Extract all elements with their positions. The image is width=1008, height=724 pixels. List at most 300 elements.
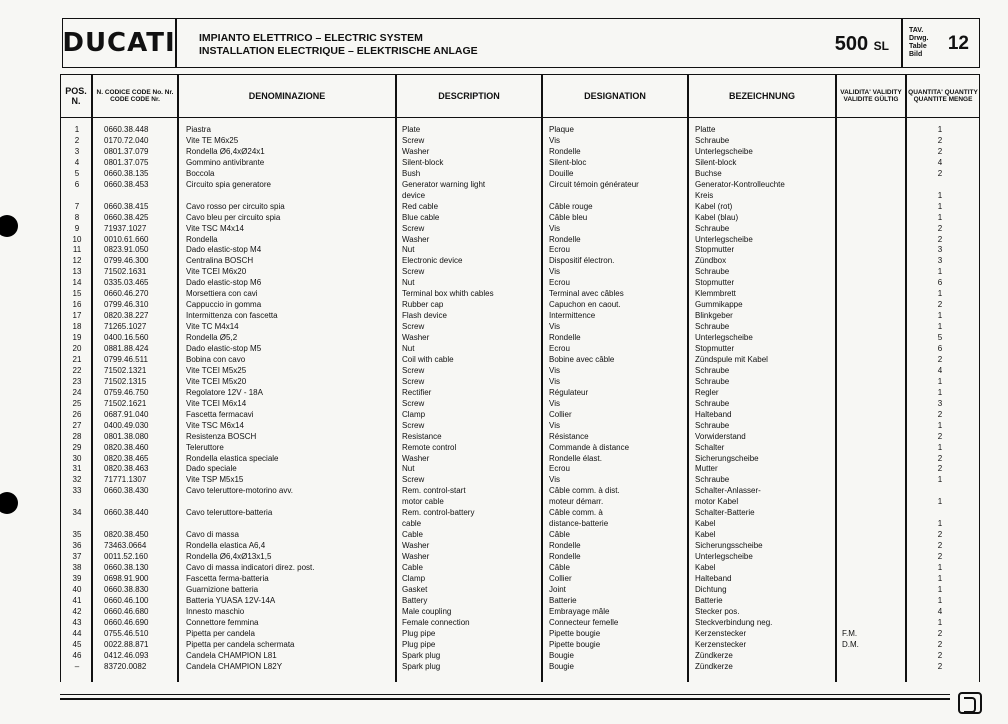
cell-desc: Rem. control-start	[402, 486, 466, 496]
cell-bez: Sicherungscheibe	[695, 453, 759, 463]
cell-pos: 11	[72, 245, 82, 255]
cell-den: Cavo bleu per circuito spia	[186, 212, 281, 222]
cell-pos: 4	[74, 157, 80, 167]
cell-den: Cavo teleruttore-batteria	[186, 508, 273, 518]
cell-pos: 35	[72, 530, 82, 540]
cell-pos: 16	[72, 300, 82, 310]
cell-bez: Zündbox	[695, 256, 727, 266]
cell-code: 0170.72.040	[104, 135, 149, 145]
cell-den: Piastra	[186, 125, 211, 134]
cell-qty: 2	[937, 146, 943, 156]
cell-bez: Vorwiderstand	[695, 431, 746, 441]
col-header-denominazione	[178, 74, 396, 118]
cell-bez: Stopmutter	[695, 278, 735, 288]
cell-pos: 32	[72, 475, 82, 485]
cell-code: 0799.46.310	[104, 300, 149, 310]
cell-code: 83720.0082	[104, 661, 147, 671]
cell-desc: Screw	[402, 322, 425, 332]
cell-code: 0799.46.300	[104, 256, 149, 266]
cell-code: 0755.46.510	[104, 628, 149, 638]
cell-code: 0660.38.440	[104, 508, 149, 518]
cell-desc: Plate	[402, 125, 421, 134]
cell-desig: Vis	[549, 223, 560, 233]
cell-bez: Platte	[695, 125, 716, 134]
cell-bez: Zündkerze	[695, 650, 733, 660]
cell-desig: Câble	[549, 563, 570, 572]
cell-desig: Vis	[549, 135, 560, 145]
cell-pos: 28	[72, 431, 82, 441]
cell-pos: 12	[72, 256, 82, 266]
cell-code: 0010.61.660	[104, 234, 149, 244]
cell-code: 0011.52.160	[104, 552, 148, 562]
cell-desc: Screw	[402, 420, 425, 430]
cell-den: Cavo rosso per circuito spia	[186, 201, 285, 211]
cell-den: Centralina BOSCH	[186, 256, 254, 266]
cell-den: Cavo teleruttore-motorino avv.	[186, 486, 294, 496]
cell-pos: 23	[72, 376, 82, 386]
cell-desig: Intermittence	[549, 311, 596, 321]
cell-qty: 2	[937, 168, 943, 178]
cell-desc: Plug pipe	[402, 628, 436, 638]
cell-desc: Screw	[402, 398, 425, 408]
table-row	[0, 496, 1008, 507]
cell-bez: Schraube	[695, 398, 730, 408]
cell-desc: Screw	[402, 376, 425, 386]
col-header-bezeichnung	[688, 74, 836, 118]
cell-qty: 1	[937, 125, 943, 134]
cell-desc: Washer	[402, 333, 430, 343]
cell-bez: Stopmutter	[695, 344, 735, 353]
cell-code: 0881.88.424	[104, 344, 149, 353]
cell-den: Circuito spia generatore	[186, 179, 271, 189]
cell-desig: Rondelle	[549, 541, 581, 551]
cell-desig: Bougie	[549, 650, 574, 660]
tav-label-2: Drwg.	[909, 35, 929, 42]
cell-desc: Gasket	[402, 584, 428, 594]
cell-desig: Collier	[549, 573, 572, 583]
cell-desig: Régulateur	[549, 387, 589, 397]
table-row	[0, 485, 1008, 496]
cell-desc: motor cable	[402, 497, 444, 507]
cell-desc: Red cable	[402, 201, 439, 211]
cell-bez: Schalter-Batterie	[695, 508, 755, 518]
table-row	[0, 562, 1008, 573]
cell-pos: 34	[72, 508, 82, 518]
cell-desig: Rondelle	[549, 333, 581, 343]
table-row	[0, 628, 1008, 639]
col-header-description	[396, 74, 542, 118]
cell-bez: Halteband	[695, 573, 732, 583]
cell-code: 0801.38.080	[104, 431, 149, 441]
table-row	[0, 299, 1008, 310]
table-row	[0, 332, 1008, 343]
cell-bez: Unterlegscheibe	[695, 552, 753, 562]
cell-desig: Câble	[549, 530, 570, 540]
cell-bez: Stecker pos.	[695, 606, 740, 616]
cell-desc: Washer	[402, 541, 430, 551]
cell-desc: Rectifier	[402, 387, 432, 397]
cell-pos: 40	[72, 584, 82, 594]
cell-desig: Rondelle élast.	[549, 453, 602, 463]
tav-label-1: TAV.	[909, 27, 924, 34]
cell-pos: 31	[72, 464, 82, 474]
cell-den: Regolatore 12V - 18A	[186, 387, 263, 397]
cell-qty: 6	[937, 344, 943, 353]
cell-qty: 1	[937, 387, 943, 397]
cell-desc: Washer	[402, 552, 430, 562]
cell-desig: Ecrou	[549, 464, 570, 474]
table-row	[0, 617, 1008, 628]
cell-desig: Câble bleu	[549, 212, 588, 222]
cell-desig: Circuit témoin générateur	[549, 179, 639, 189]
cell-desc: Screw	[402, 267, 425, 277]
cell-qty: 2	[937, 453, 943, 463]
cell-den: Boccola	[186, 168, 215, 178]
cell-pos: 6	[74, 179, 80, 189]
cell-desig: Plaque	[549, 125, 574, 134]
cell-bez: Unterlegscheibe	[695, 146, 753, 156]
tav-label-4: Bild	[909, 51, 923, 58]
cell-qty: 1	[937, 267, 943, 277]
cell-desig: Rondelle	[549, 234, 581, 244]
cell-qty: 2	[937, 135, 943, 145]
cell-desc: Screw	[402, 365, 425, 375]
cell-desc: Generator warning light	[402, 179, 486, 189]
table-row	[0, 321, 1008, 332]
cell-desig: Ecrou	[549, 344, 570, 353]
col-qty-label: QUANTITA' QUANTITY QUANTITE MENGE	[908, 89, 978, 103]
cell-desc: cable	[402, 519, 422, 529]
cell-desc: Plug pipe	[402, 639, 436, 649]
bottom-rule-2	[60, 698, 950, 700]
cell-code: 0660.38.453	[104, 179, 149, 189]
cell-qty: 1	[937, 442, 943, 452]
cell-desig: Résistance	[549, 431, 589, 441]
cell-den: Rondella Ø6,4xØ24x1	[186, 146, 265, 156]
col-bez-label: BEZEICHNUNG	[728, 91, 795, 101]
col-header-quantity	[906, 74, 980, 118]
cell-qty: 1	[937, 563, 943, 572]
cell-code: 71937.1027	[104, 223, 147, 233]
cell-code: 0660.38.135	[104, 168, 149, 178]
cell-desig: Pipette bougie	[549, 639, 601, 649]
cell-bez: Halteband	[695, 409, 732, 419]
cell-qty: 2	[937, 552, 943, 562]
cell-bez: Silent-block	[695, 157, 737, 167]
cell-desig: Capuchon en caout.	[549, 300, 621, 310]
cell-qty: 3	[937, 256, 943, 266]
model-main: 500	[834, 33, 869, 55]
cell-den: Dado elastic-stop M6	[186, 278, 262, 288]
cell-qty: 1	[937, 573, 943, 583]
cell-code: 0820.38.460	[104, 442, 149, 452]
cell-desc: Screw	[402, 223, 425, 233]
cell-desc: Terminal box whith cables	[402, 289, 494, 299]
cell-qty: 3	[937, 245, 943, 255]
cell-den: Vite TCEI M5x25	[186, 365, 247, 375]
cell-code: 0820.38.463	[104, 464, 149, 474]
col-val-label: VALIDITA' VALIDITY VALIDITE GÜLTIG	[840, 89, 902, 103]
cell-desc: Screw	[402, 475, 425, 485]
cell-qty: 3	[937, 398, 943, 408]
cell-bez: Gummikappe	[695, 300, 743, 310]
cell-pos: 22	[72, 365, 82, 375]
cell-code: 0660.38.415	[104, 201, 149, 211]
cell-den: Batteria YUASA 12V-14A	[186, 595, 276, 605]
cell-den: Fascetta ferma-batteria	[186, 573, 269, 583]
cell-desig: Vis	[549, 267, 560, 277]
table-row	[0, 146, 1008, 157]
cell-code: 0022.88.871	[104, 639, 149, 649]
cell-desc: Clamp	[402, 573, 426, 583]
cell-pos: 42	[72, 606, 82, 616]
table-row	[0, 639, 1008, 650]
cell-desc: device	[402, 190, 426, 200]
table-row	[0, 529, 1008, 540]
cell-desc: Silent-block	[402, 157, 444, 167]
cell-desc: Screw	[402, 135, 425, 145]
cell-desc: Flash device	[402, 311, 447, 321]
cell-bez: Unterlegscheibe	[695, 234, 753, 244]
cell-code: 0823.91.050	[104, 245, 149, 255]
cell-den: Vite TCEI M5x20	[186, 376, 247, 386]
cell-qty: 1	[937, 617, 943, 627]
table-row	[0, 387, 1008, 398]
cell-qty: 2	[937, 628, 943, 638]
cell-qty: 2	[937, 234, 943, 244]
title-fr-de: INSTALLATION ELECTRIQUE – ELEKTRISCHE ANLAGE	[199, 45, 478, 57]
cell-den: Dado speciale	[186, 464, 237, 474]
cell-den: Dado elastic-stop M5	[186, 344, 262, 353]
cell-desc: Female connection	[402, 617, 470, 627]
cell-bez: Schraube	[695, 475, 730, 485]
table-row	[0, 431, 1008, 442]
cell-code: 0820.38.227	[104, 311, 149, 321]
cell-den: Pipetta per candela schermata	[186, 639, 295, 649]
cell-den: Teleruttore	[186, 442, 224, 452]
cell-den: Fascetta fermacavi	[186, 409, 254, 419]
cell-den: Intermittenza con fascetta	[186, 311, 278, 321]
cell-desig: Vis	[549, 376, 560, 386]
cell-qty: 1	[937, 289, 943, 299]
cell-pos: 38	[72, 563, 82, 572]
col-header-pos	[60, 74, 92, 118]
cell-den: Rondella	[186, 234, 218, 244]
cell-pos: 2	[74, 135, 80, 145]
col-header-code	[92, 74, 178, 118]
cell-desig: Câble comm. à	[549, 508, 603, 518]
table-row	[0, 179, 1008, 190]
cell-desc: Rubber cap	[402, 300, 444, 310]
cell-desig: Bougie	[549, 661, 574, 671]
cell-desig: Terminal avec câbles	[549, 289, 624, 299]
cell-code: 0660.46.680	[104, 606, 149, 616]
cell-desc: Clamp	[402, 409, 426, 419]
cell-bez: Unterlegscheibe	[695, 333, 753, 343]
bottom-rule-1	[60, 694, 950, 695]
cell-den: Rondella Ø5,2	[186, 333, 238, 343]
cell-den: Vite TE M6x25	[186, 135, 239, 145]
cell-qty: 2	[937, 300, 943, 310]
col-den-label: DENOMINAZIONE	[248, 91, 326, 101]
table-row	[0, 255, 1008, 266]
cell-den: Innesto maschio	[186, 606, 245, 616]
cell-den: Vite TSP M5x15	[186, 475, 244, 485]
cell-desig: Vis	[549, 365, 560, 375]
cell-code: 73463.0664	[104, 541, 147, 551]
cell-code: 71502.1321	[104, 365, 147, 375]
col-desig-label: DESIGNATION	[584, 91, 646, 101]
cell-code: 0698.91.900	[104, 573, 149, 583]
cell-pos: 7	[74, 201, 80, 211]
table-row	[0, 540, 1008, 551]
cell-qty: 1	[937, 190, 943, 200]
cell-pos: 45	[72, 639, 82, 649]
cell-den: Vite TSC M6x14	[186, 420, 244, 430]
cell-desig: distance-batterie	[549, 519, 609, 529]
cell-code: 71265.1027	[104, 322, 147, 332]
cell-desig: Vis	[549, 398, 560, 408]
cell-code: 0820.38.450	[104, 530, 149, 540]
cell-desc: Washer	[402, 234, 430, 244]
cell-desc: Cable	[402, 530, 423, 540]
cell-desc: Spark plug	[402, 650, 441, 660]
cell-desc: Cable	[402, 563, 423, 572]
cell-bez: Kerzenstecker	[695, 628, 747, 638]
cell-den: Vite TSC M4x14	[186, 223, 244, 233]
cell-bez: Steckverbindung neg.	[695, 617, 773, 627]
cell-bez: Schraube	[695, 135, 730, 145]
cell-code: 0801.37.079	[104, 146, 149, 156]
table-row	[0, 288, 1008, 299]
cell-desc: Male coupling	[402, 606, 452, 616]
model-name	[835, 33, 889, 56]
cell-den: Vite TCEI M6x20	[186, 267, 247, 277]
table-number-box	[902, 18, 980, 68]
cell-desc: Spark plug	[402, 661, 441, 671]
table-row	[0, 190, 1008, 201]
cell-pos: 5	[74, 168, 80, 178]
cell-bez: Regler	[695, 387, 719, 397]
table-number: 12	[947, 33, 969, 54]
cell-bez: Generator-Kontrolleuchte	[695, 179, 785, 189]
table-row	[0, 584, 1008, 595]
cell-desc: Nut	[402, 245, 415, 255]
table-row	[0, 409, 1008, 420]
cell-desig: Pipette bougie	[549, 628, 601, 638]
cell-pos: 41	[72, 595, 82, 605]
cell-code: 0412.46.093	[104, 650, 149, 660]
cell-qty: 2	[937, 639, 943, 649]
table-row	[0, 420, 1008, 431]
table-label	[909, 27, 928, 59]
cell-den: Connettore femmina	[186, 617, 259, 627]
cell-den: Guarnizione batteria	[186, 584, 259, 594]
cell-pos: 19	[72, 333, 82, 343]
cell-den: Cavo di massa	[186, 530, 239, 540]
table-row	[0, 201, 1008, 212]
cell-qty: 2	[937, 409, 943, 419]
cell-desc: Nut	[402, 464, 415, 474]
cell-code: 0660.38.425	[104, 212, 149, 222]
cell-den: Vite TCEI M6x14	[186, 398, 247, 408]
cell-code: 0660.46.270	[104, 289, 149, 299]
title-box	[176, 18, 902, 68]
table-row	[0, 354, 1008, 365]
cell-bez: motor Kabel	[695, 497, 739, 507]
cell-qty: 1	[937, 322, 943, 332]
cell-desig: Embrayage mâle	[549, 606, 610, 616]
cell-pos: 44	[72, 628, 82, 638]
cell-code: 0759.46.750	[104, 387, 149, 397]
table-row	[0, 595, 1008, 606]
tav-label-3: Table	[909, 43, 927, 50]
cell-qty: 1	[937, 519, 943, 529]
ducati-corner-mark-icon	[958, 692, 982, 714]
cell-qty: 6	[937, 278, 943, 288]
col-header-designation	[542, 74, 688, 118]
cell-desc: Washer	[402, 453, 430, 463]
cell-qty: 2	[937, 223, 943, 233]
table-row	[0, 650, 1008, 661]
cell-pos: 24	[72, 387, 82, 397]
cell-pos: 10	[72, 234, 82, 244]
cell-desc: Blue cable	[402, 212, 440, 222]
cell-bez: Kabel	[695, 563, 716, 572]
cell-desig: Rondelle	[549, 146, 581, 156]
cell-bez: Batterie	[695, 595, 723, 605]
cell-desig: Vis	[549, 475, 560, 485]
cell-desig: Commande à distance	[549, 442, 630, 452]
cell-pos: 20	[72, 344, 82, 353]
cell-qty: 1	[937, 497, 943, 507]
cell-desig: Câble comm. à dist.	[549, 486, 620, 496]
cell-den: Candela CHAMPION L81	[186, 650, 277, 660]
table-row	[0, 310, 1008, 321]
table-row	[0, 244, 1008, 255]
cell-desig: Silent-bloc	[549, 157, 587, 167]
cell-bez: Kreis	[695, 190, 714, 200]
cell-desig: Vis	[549, 322, 560, 332]
cell-bez: Schraube	[695, 267, 730, 277]
table-row	[0, 606, 1008, 617]
cell-desc: Resistance	[402, 431, 442, 441]
cell-pos: 9	[74, 223, 80, 233]
table-row	[0, 518, 1008, 529]
cell-code: 0400.49.030	[104, 420, 149, 430]
cell-desc: Bush	[402, 168, 421, 178]
cell-desig: Bobine avec câble	[549, 354, 615, 364]
cell-bez: Kabel (rot)	[695, 201, 733, 211]
cell-bez: Kerzenstecker	[695, 639, 747, 649]
cell-desc: Washer	[402, 146, 430, 156]
cell-qty: 1	[937, 595, 943, 605]
table-row	[0, 453, 1008, 464]
cell-code: 0660.38.430	[104, 486, 149, 496]
cell-pos: 26	[72, 409, 82, 419]
cell-den: Rondella Ø6,4xØ13x1,5	[186, 552, 272, 562]
cell-den: Cavo di massa indicatori direz. post.	[186, 563, 315, 572]
cell-den: Pipetta per candela	[186, 628, 255, 638]
table-row	[0, 661, 1008, 672]
cell-code: 71771.1307	[104, 475, 147, 485]
cell-desig: Câble rouge	[549, 201, 593, 211]
cell-bez: Kabel	[695, 530, 716, 540]
cell-bez: Blinkgeber	[695, 311, 733, 321]
cell-pos: 18	[72, 322, 82, 332]
cell-den: Bobina con cavo	[186, 354, 246, 364]
brand-name: DUCATI	[62, 28, 176, 58]
